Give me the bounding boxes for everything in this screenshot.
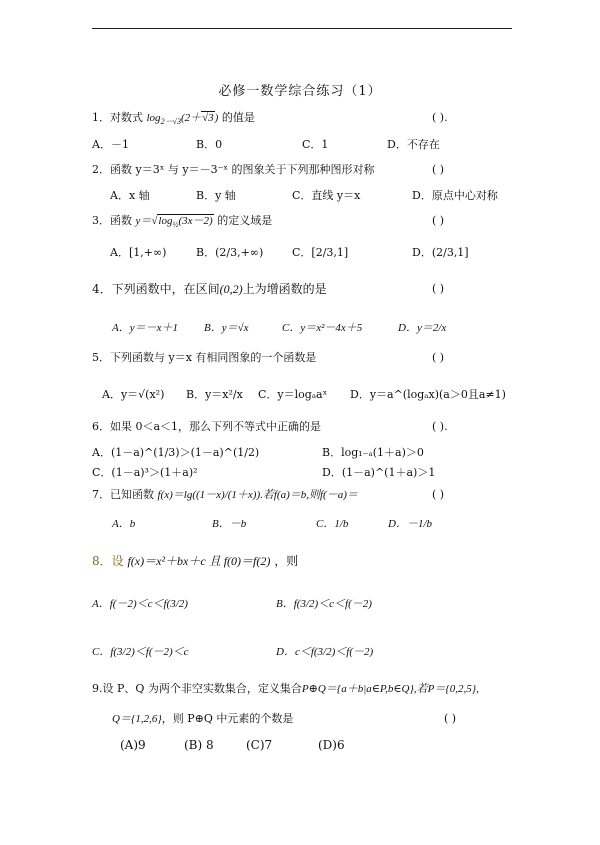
q1-option-c: C．1 [302, 138, 329, 151]
answer-blank: ( ). [432, 420, 448, 433]
header-rule [92, 28, 512, 29]
q3-option-d: D．(2/3,1] [412, 246, 469, 259]
q2-option-a: A．x 轴 [110, 189, 150, 202]
q8-option-d: D．c＜f(3/2)＜f(－2) [276, 646, 374, 658]
answer-blank: ( ). [432, 111, 448, 124]
answer-blank: ( ) [432, 214, 445, 227]
q7-option-a: A．b [112, 518, 136, 530]
q9-option-b: (B) 8 [184, 738, 214, 752]
q3-option-b: B．(2/3,+∞) [196, 246, 264, 259]
question-9: 9.设 P、Q 为两个非空实数集合，定义集合P⊕Q＝{a＋b|a∈P,b∈Q},若P＝{0,2,5}, [92, 682, 479, 695]
page-title: 必修一数学综合练习（1） [218, 84, 382, 99]
question-8: 8．设 f(x)＝x²＋bx＋c 且 f(0)＝f(2) ，则 [92, 554, 299, 568]
q3-expression: $y=√\log_{\frac{1}{2}}(3x-2)$ [135, 215, 213, 230]
q5-option-c: C．y＝logₐaˣ [258, 388, 328, 401]
q1-option-a: A．－1 [92, 138, 129, 151]
q7-option-b: B．－b [212, 518, 247, 530]
answer-blank: ( ) [444, 712, 457, 725]
question-3: 3．函数 $y=√\log_{\frac{1}{2}}(3x-2)$ 的定义域是 [92, 214, 273, 230]
q7-expression: f(x)＝lg((1－x)/(1＋x)).若f(a)＝b,则f(－a)＝ [157, 489, 358, 501]
question-5: 5．下列函数与 y＝x 有相同图象的一个函数是 [92, 351, 317, 364]
q8-expression: f(x)＝x²＋bx＋c 且 f(0)＝f(2) [127, 554, 271, 568]
q5-option-a: A．y＝√(x²) [102, 388, 165, 401]
question-7: 7．已知函数 f(x)＝lg((1－x)/(1＋x)).若f(a)＝b,则f(－a)＝ [92, 488, 358, 501]
question-6: 6．如果 0＜a＜1，那么下列不等式中正确的是 [92, 420, 322, 433]
q2-option-d: D．原点中心对称 [412, 189, 498, 202]
q2-option-c: C．直线 y＝x [292, 189, 361, 202]
answer-blank: ( ) [432, 282, 445, 295]
q7-option-c: C．1/b [316, 518, 349, 530]
answer-blank: ( ) [432, 351, 445, 364]
q9-option-c: (C)7 [246, 738, 273, 752]
q1-expression: $\log_{2-√3}(2+√3)$ [146, 112, 219, 127]
q5-option-b: B．y＝x²/x [186, 388, 243, 401]
question-1: 1．对数式 $\log_{2-√3}(2+√3)$ 的值是 [92, 111, 255, 127]
q8-option-a: A．f(－2)＜c＜f(3/2) [92, 598, 188, 610]
q9-option-d: (D)6 [318, 738, 345, 752]
q6-option-b: B．log₁₋ₐ(1＋a)＞0 [322, 446, 424, 459]
q3-option-a: A．[1,+∞) [110, 246, 167, 259]
answer-blank: ( ) [432, 163, 445, 176]
question-9-line-2: Q＝{1,2,6}，则 P⊕Q 中元素的个数是 [112, 712, 294, 725]
q4-option-b: B．y＝√x [204, 322, 249, 334]
question-2: 2．函数 y＝3ˣ 与 y＝－3⁻ˣ 的图象关于下列那种图形对称 [92, 163, 375, 176]
answer-blank: ( ) [432, 488, 445, 501]
q8-option-c: C．f(3/2)＜f(－2)＜c [92, 646, 189, 658]
q4-option-c: C．y＝x²－4x＋5 [282, 322, 363, 334]
q7-option-d: D．－1/b [388, 518, 432, 530]
q5-option-d: D．y＝a^(logₐx)(a＞0且a≠1) [350, 388, 506, 401]
q9-option-a: (A)9 [120, 738, 146, 752]
question-4: 4．下列函数中，在区间(0,2)上为增函数的是 [92, 282, 327, 296]
q4-option-d: D．y＝2/x [398, 322, 447, 334]
q1-option-d: D．不存在 [387, 138, 440, 151]
q1-option-b: B．0 [196, 138, 223, 151]
q4-option-a: A．y＝－x＋1 [112, 322, 178, 334]
q6-option-c: C．(1－a)³＞(1＋a)² [92, 466, 198, 479]
q6-option-d: D．(1－a)^(1＋a)＞1 [322, 466, 436, 479]
q3-option-c: C．[2/3,1] [292, 246, 349, 259]
q6-option-a: A．(1－a)^(1/3)＞(1－a)^(1/2) [92, 446, 260, 459]
q8-option-b: B．f(3/2)＜c＜f(－2) [276, 598, 372, 610]
q9-definition: P⊕Q＝{a＋b|a∈P,b∈Q},若P＝{0,2,5}, [301, 683, 479, 695]
q2-option-b: B．y 轴 [196, 189, 236, 202]
